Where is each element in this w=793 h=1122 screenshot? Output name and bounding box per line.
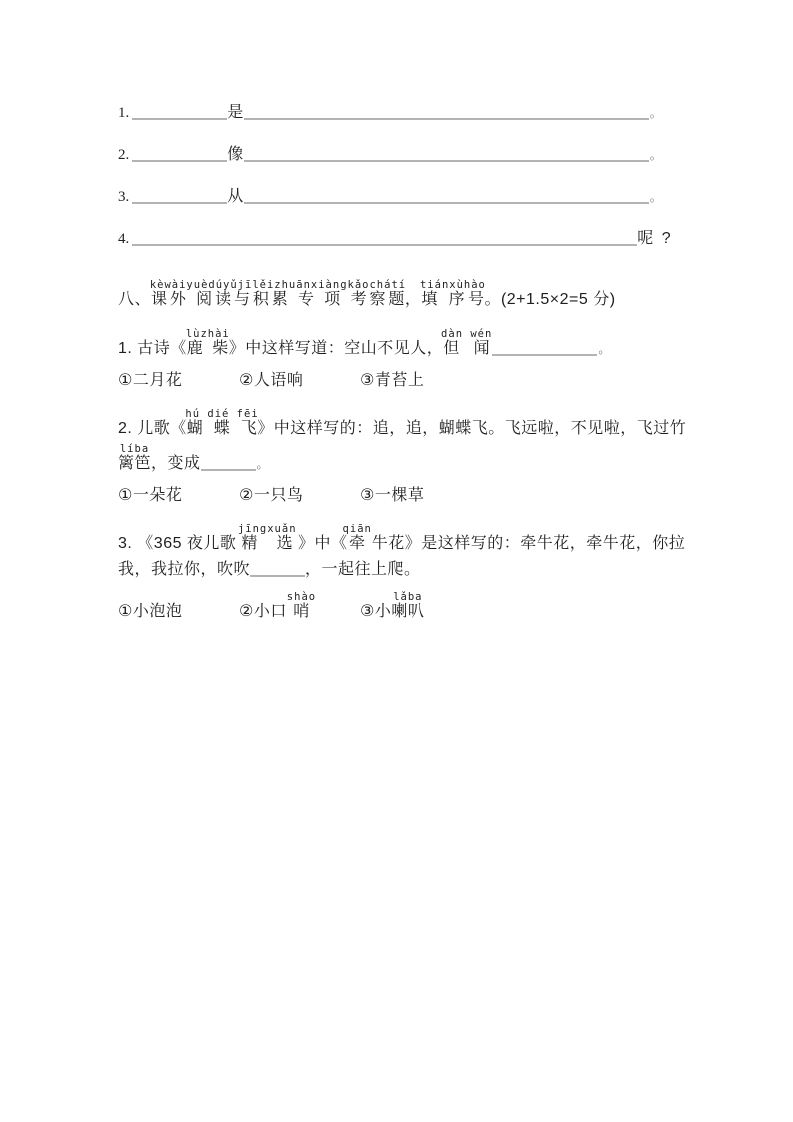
line-number: 2. xyxy=(118,147,130,163)
sentence-blank-line xyxy=(118,142,753,168)
text-run: 像 xyxy=(227,146,244,163)
pinyin-label: líba xyxy=(118,443,152,455)
text-run: 八、 xyxy=(118,291,152,308)
pinyin-annotated-text xyxy=(286,591,317,620)
question-2 xyxy=(118,409,753,506)
pinyin-annotated-text xyxy=(185,328,230,357)
period-mark: 。 xyxy=(649,148,662,162)
pinyin-label: jīngxuǎn xyxy=(237,523,297,535)
text-run: 》中这样写的：追，追，蝴蝶飞。飞远啦，不见啦，飞过竹 xyxy=(257,420,687,437)
answer-blank[interactable] xyxy=(244,106,649,120)
answer-blank[interactable] xyxy=(132,232,637,246)
answer-blank[interactable] xyxy=(244,148,649,162)
base-text: 课外 阅读与积累 专 项 考察题 xyxy=(149,291,407,308)
text-run: ②人语响 xyxy=(239,372,304,389)
text-run: 》中《 xyxy=(293,535,348,552)
text-run: 2. 儿歌《 xyxy=(118,420,187,437)
answer-blank[interactable] xyxy=(132,106,227,120)
option-item-2 xyxy=(239,486,360,506)
pinyin-annotated-text xyxy=(391,591,425,620)
text-run: 我，我拉你，吹吹 xyxy=(118,561,251,578)
text-run: ①小泡泡 xyxy=(118,603,183,620)
base-text: 精 选 xyxy=(237,535,297,552)
pinyin-annotated-text xyxy=(118,443,152,472)
base-text: 但 闻 xyxy=(441,340,493,357)
pinyin-label: lùzhài xyxy=(185,328,230,340)
section-heading xyxy=(118,280,753,311)
line-number: 3. xyxy=(118,189,130,205)
text-run: ， xyxy=(404,291,422,308)
options-row xyxy=(118,486,753,506)
question-text-line xyxy=(118,329,753,360)
question-text-line xyxy=(118,559,753,581)
text-run: 。(2+1.5×2=5 分) xyxy=(484,291,616,308)
answer-blank[interactable] xyxy=(201,457,256,471)
period-mark: 。 xyxy=(256,457,269,471)
sentence-completion-section xyxy=(118,100,753,252)
options-row xyxy=(118,592,753,622)
text-run: 是 xyxy=(227,104,244,121)
question-1 xyxy=(118,329,753,391)
answer-blank[interactable] xyxy=(250,563,305,577)
pinyin-label: kèwàiyuèdúyǔjīlěizhuānxiàngkǎochátí xyxy=(149,279,407,291)
pinyin-label: tiánxùhào xyxy=(419,279,486,291)
question-text-line xyxy=(118,444,753,475)
period-mark: 。 xyxy=(649,190,662,204)
text-run: ①二月花 xyxy=(118,372,183,389)
text-run: 呢 ? xyxy=(637,230,673,247)
pinyin-annotated-text xyxy=(149,279,407,308)
answer-blank[interactable] xyxy=(244,190,649,204)
sentence-blank-line xyxy=(118,100,753,126)
base-text: 牵 xyxy=(342,535,372,552)
line-number: 1. xyxy=(118,105,130,121)
option-item-2 xyxy=(239,592,360,622)
base-text: 篱笆 xyxy=(118,455,152,472)
pinyin-label: shào xyxy=(286,591,317,603)
base-text: 鹿 柴 xyxy=(185,340,230,357)
option-item-1 xyxy=(118,486,239,506)
text-run: 牛花》是这样写的：牵牛花，牵牛花，你拉 xyxy=(366,535,686,552)
option-item-3 xyxy=(360,592,481,622)
text-run: ，变成 xyxy=(151,455,201,472)
question-3 xyxy=(118,524,753,622)
text-run: ③小 xyxy=(360,603,392,620)
answer-blank[interactable] xyxy=(132,148,227,162)
pinyin-annotated-text xyxy=(185,408,259,437)
text-run: ②一只鸟 xyxy=(239,487,304,504)
option-item-2 xyxy=(239,371,360,391)
base-text: 喇叭 xyxy=(391,603,425,620)
pinyin-label: qiān xyxy=(342,523,372,535)
text-run: ③青苔上 xyxy=(360,372,425,389)
text-run: ②小口 xyxy=(239,603,292,620)
pinyin-annotated-text xyxy=(237,523,297,552)
base-text: 哨 xyxy=(286,603,317,620)
pinyin-annotated-text xyxy=(342,523,372,552)
period-mark: 。 xyxy=(649,106,662,120)
question-text-line xyxy=(118,409,753,440)
option-item-3 xyxy=(360,486,481,506)
base-text: 填 序号 xyxy=(419,291,486,308)
text-run: ①一朵花 xyxy=(118,487,183,504)
option-item-1 xyxy=(118,371,239,391)
pinyin-label: hú dié fēi xyxy=(185,408,259,420)
option-item-1 xyxy=(118,602,239,622)
text-run: 从 xyxy=(227,188,244,205)
text-run: 1. 古诗《 xyxy=(118,340,187,357)
sentence-blank-line xyxy=(118,226,753,252)
option-item-3 xyxy=(360,371,481,391)
base-text: 蝴 蝶 飞 xyxy=(185,420,259,437)
sentence-blank-line xyxy=(118,184,753,210)
questions-section xyxy=(118,329,753,622)
period-mark: 。 xyxy=(598,342,611,356)
answer-blank[interactable] xyxy=(132,190,227,204)
pinyin-label: lǎba xyxy=(391,591,425,603)
text-run: 》中这样写道：空山不见人， xyxy=(228,340,444,357)
text-run: ，一起往上爬。 xyxy=(305,561,421,578)
answer-blank[interactable] xyxy=(492,342,597,356)
question-text-line xyxy=(118,524,753,555)
pinyin-label: dàn wén xyxy=(441,328,493,340)
options-row xyxy=(118,371,753,391)
pinyin-annotated-text xyxy=(419,279,486,308)
line-number: 4. xyxy=(118,231,130,247)
pinyin-annotated-text xyxy=(441,328,493,357)
text-run: ③一棵草 xyxy=(360,487,425,504)
text-run: 3. 《365 夜儿歌 xyxy=(118,535,242,552)
